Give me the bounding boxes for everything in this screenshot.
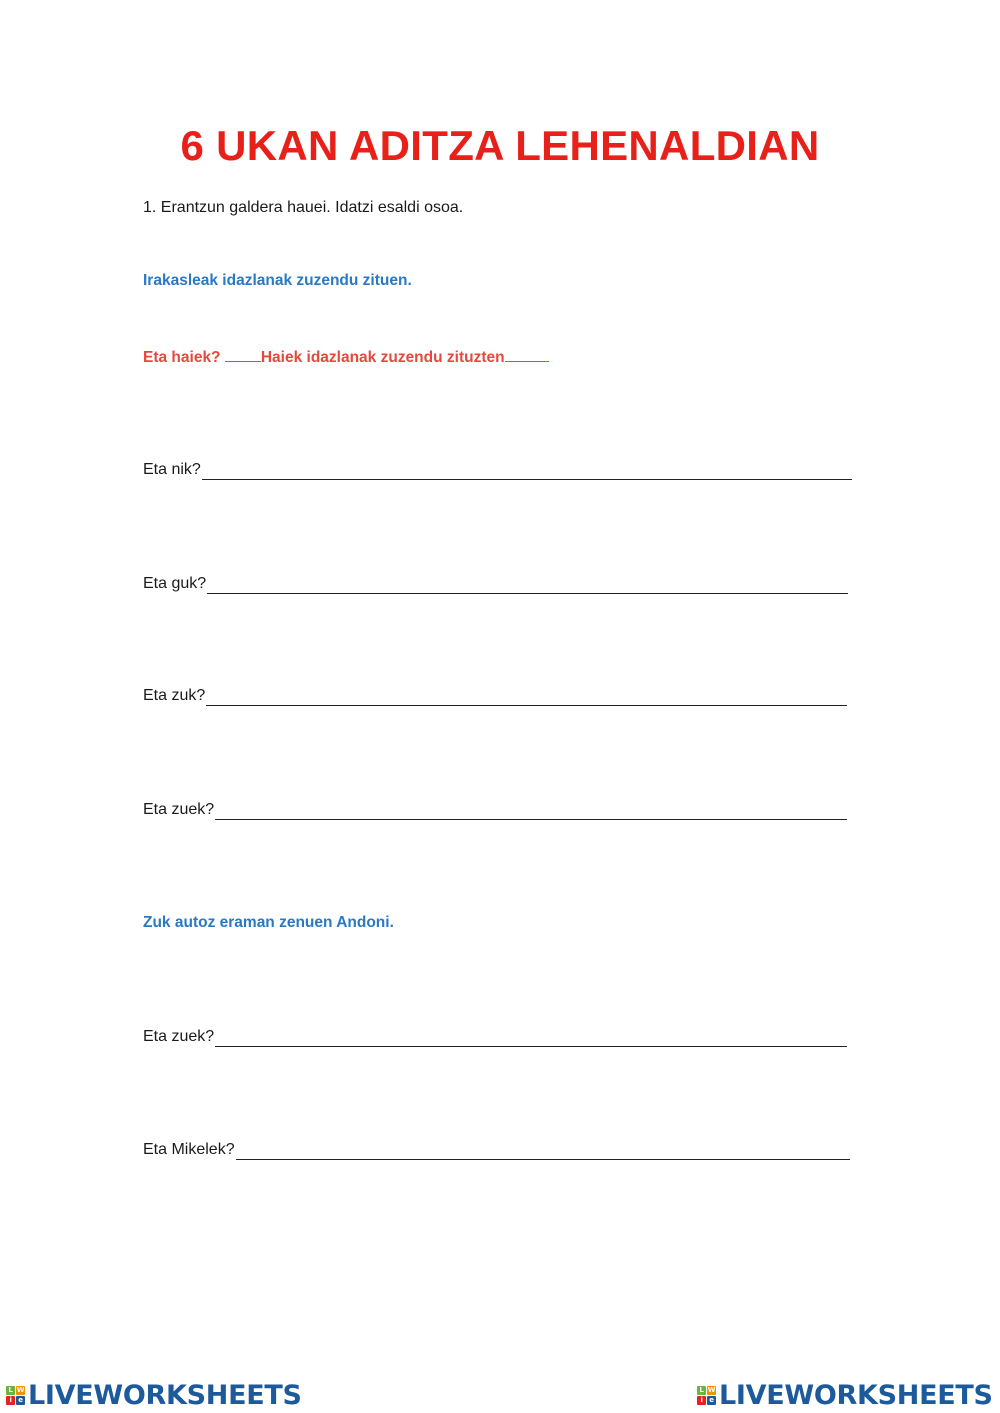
answer-input-mikelek[interactable] bbox=[236, 1141, 850, 1160]
answer-input-nik[interactable] bbox=[202, 461, 852, 480]
example-blank-left bbox=[225, 347, 261, 362]
answer-input-zuk[interactable] bbox=[206, 687, 847, 706]
example-row bbox=[143, 347, 549, 368]
logo-tile: W bbox=[707, 1385, 716, 1394]
logo-tile: L bbox=[6, 1386, 15, 1395]
answer-input-guk[interactable] bbox=[207, 575, 848, 594]
logo-tile: L bbox=[697, 1386, 706, 1395]
question-label: Eta zuek? bbox=[143, 801, 215, 818]
logo-text: LIVEWORKSHEETS bbox=[28, 1379, 302, 1411]
liveworksheets-logo-left bbox=[6, 1378, 302, 1412]
logo-tile: e bbox=[16, 1396, 25, 1405]
question-row-zuk bbox=[143, 686, 847, 706]
question-label: Eta zuk? bbox=[143, 687, 206, 704]
model-sentence-2: Zuk autoz eraman zenuen Andoni. bbox=[143, 914, 394, 931]
logo-tile: W bbox=[16, 1385, 25, 1394]
question-row-mikelek bbox=[143, 1140, 850, 1160]
logo-tile: i bbox=[6, 1396, 15, 1405]
answer-input-zuek[interactable] bbox=[215, 801, 847, 820]
model-sentence-1: Irakasleak idazlanak zuzendu zituen. bbox=[143, 272, 412, 289]
liveworksheets-icon bbox=[697, 1386, 716, 1405]
logo-tile: e bbox=[707, 1396, 716, 1405]
question-label: Eta zuek? bbox=[143, 1028, 215, 1045]
example-blank-right bbox=[505, 347, 549, 362]
example-question: Eta haiek? bbox=[143, 349, 221, 366]
answer-input-zuek-2[interactable] bbox=[215, 1028, 847, 1047]
question-label: Eta nik? bbox=[143, 461, 201, 478]
example-answer: Haiek idazlanak zuzendu zituzten bbox=[260, 349, 505, 366]
logo-text: LIVEWORKSHEETS bbox=[719, 1379, 993, 1411]
liveworksheets-logo-right bbox=[697, 1378, 993, 1412]
question-row-guk bbox=[143, 574, 848, 594]
question-label: Eta guk? bbox=[143, 575, 207, 592]
question-row-zuek-2 bbox=[143, 1027, 847, 1047]
worksheet-title: 6 UKAN ADITZA LEHENALDIAN bbox=[180, 122, 820, 169]
logo-tile: i bbox=[697, 1396, 706, 1405]
question-label: Eta Mikelek? bbox=[143, 1141, 235, 1158]
question-row-zuek bbox=[143, 800, 847, 820]
liveworksheets-icon bbox=[6, 1386, 25, 1405]
question-row-nik bbox=[143, 460, 852, 480]
instruction: 1. Erantzun galdera hauei. Idatzi esaldi osoa. bbox=[143, 199, 464, 216]
